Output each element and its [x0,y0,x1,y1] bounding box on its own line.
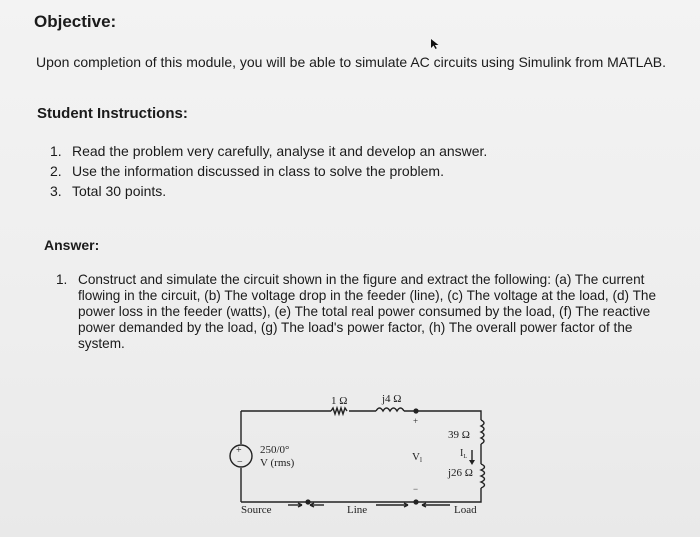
load-minus-label: − [413,484,419,494]
instructions-heading: Student Instructions: [37,105,188,122]
source-value-label: 250/0° [260,444,290,456]
objective-text: Upon completion of this module, you will be able to simulate AC circuits using Simulink from MATLAB. [36,54,667,70]
source-minus-label: − [237,457,243,468]
source-section-label: Source [241,504,272,516]
objective-heading: Objective: [34,12,117,31]
load-resistance-label: 39 Ω [448,429,470,441]
question-number: 1. [56,272,68,287]
mouse-cursor-icon [430,38,440,50]
load-resistor-icon [481,420,484,444]
line-inductor-icon [376,408,404,411]
question-text: Construct and simulate the circuit shown in the figure and extract the following: (a) The current flowing in the circuit, (b) The voltage drop in the feeder (line), (c) The voltage at the load, (d) The power loss in the feeder (watts), (e) The total real power consumed by the load, (f) The reactive power demanded by the load, (g) The load's power factor, (h) The overall power factor of the system. [78,272,657,351]
answer-heading: Answer: [44,237,100,253]
load-reactance-label: j26 Ω [448,467,473,479]
load-plus-label: + [413,416,419,426]
load-voltage-label: Vl [412,451,422,464]
load-current-label: $I_L$ [460,448,468,460]
line-section-label: Line [347,504,368,516]
line-resistance-label: 1 Ω [331,395,348,407]
instruction-item: 1. Read the problem very carefully, analyse it and develop an answer. [50,143,488,159]
instructions-list [50,143,487,203]
instruction-item: 2. Use the information discussed in class to solve the problem. [50,163,444,179]
load-inductor-icon [481,464,485,488]
line-resistor-icon [331,408,347,414]
question-1 [56,272,678,352]
instruction-item: 3. Total 30 points. [50,183,167,199]
source-unit-label: V (rms) [260,457,295,469]
source-plus-label: + [236,445,242,456]
circuit-diagram [226,384,496,524]
line-reactance-label: j4 Ω [382,393,402,405]
load-section-label: Load [454,504,477,516]
